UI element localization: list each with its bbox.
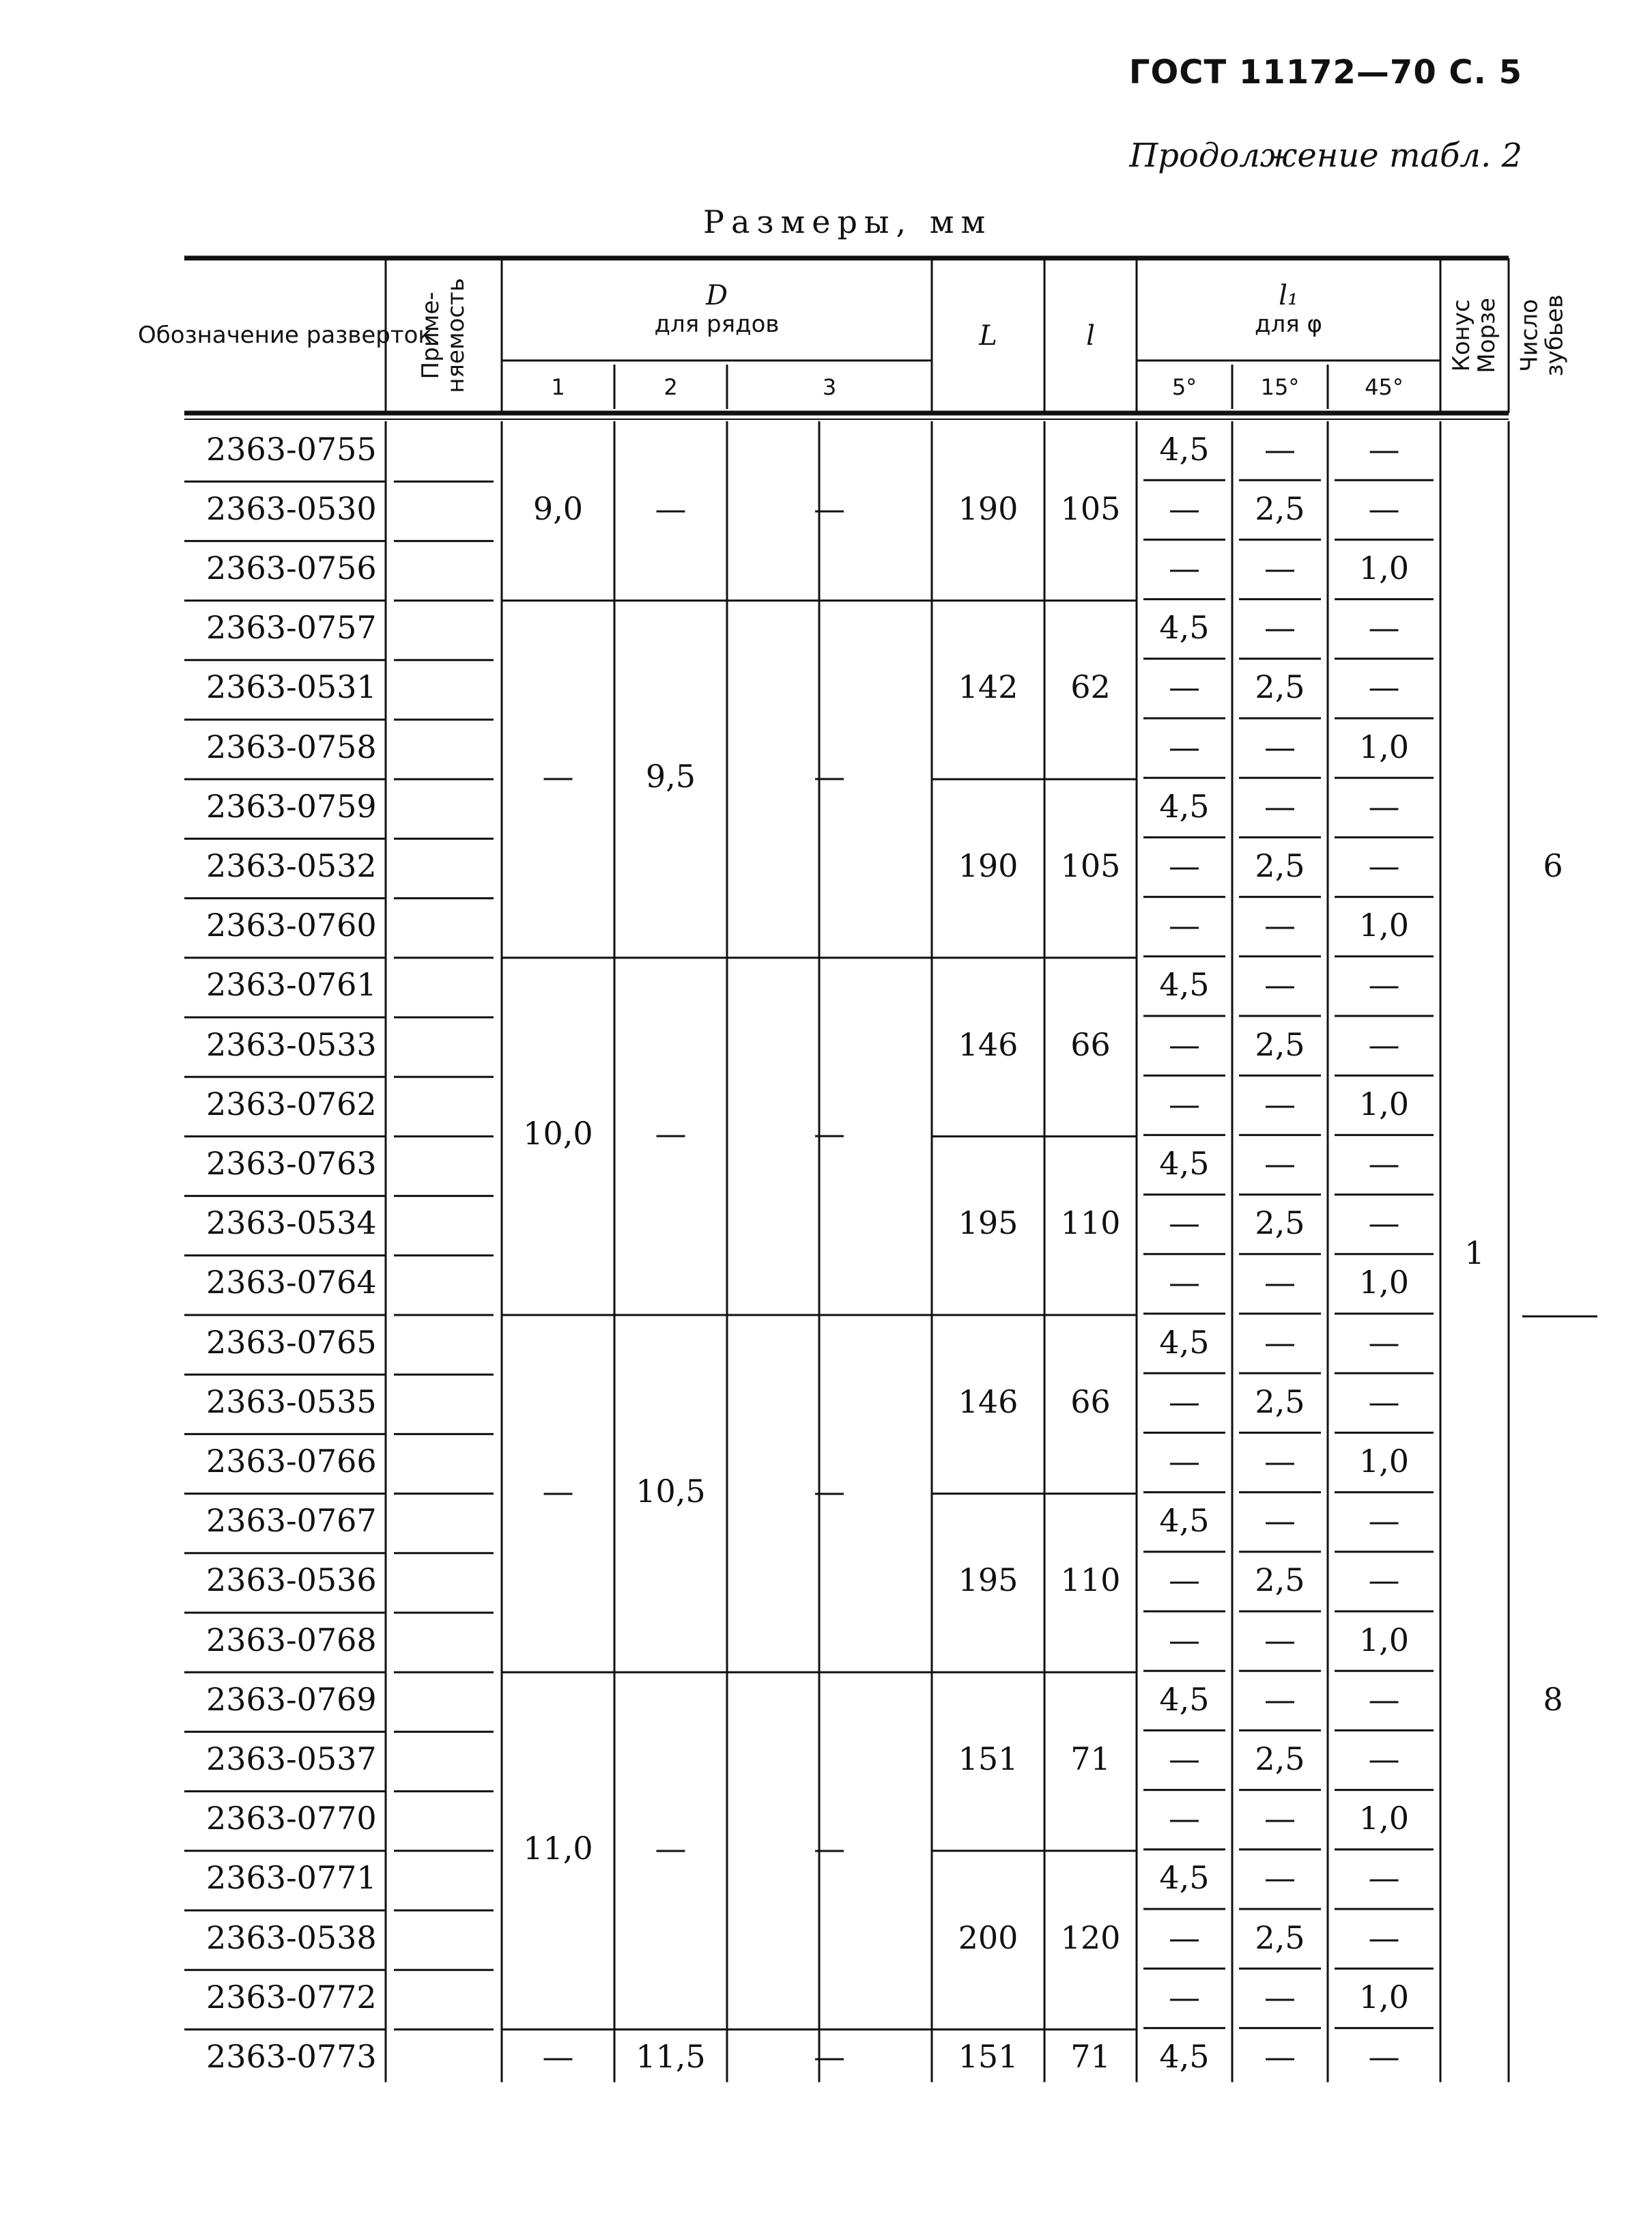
angle-15-cell: —: [1264, 1085, 1296, 1122]
angle-45-cell: —: [1368, 1919, 1400, 1956]
angle-15-cell: 2,5: [1255, 1740, 1305, 1777]
designation-cell: 2363-0532: [206, 847, 377, 884]
angle-5-cell: 4,5: [1159, 1502, 1210, 1540]
angle-15-cell: —: [1264, 1978, 1296, 2016]
designation-cell: 2363-0765: [206, 1323, 377, 1361]
L-cell: 195: [958, 1561, 1019, 1599]
D-row1-cell: 11,0: [523, 1829, 593, 1867]
l-cell: 62: [1070, 668, 1111, 706]
angle-5-cell: 4,5: [1159, 966, 1210, 1004]
angle-15-cell: —: [1264, 1502, 1296, 1540]
angle-5-cell: —: [1169, 1800, 1200, 1837]
angle-45-cell: —: [1368, 609, 1400, 647]
designation-cell: 2363-0756: [206, 549, 377, 586]
angle-15-cell: —: [1264, 1144, 1296, 1182]
angle-45-cell: 1,0: [1358, 1442, 1410, 1480]
header-l1: [1137, 258, 1440, 360]
angle-45-cell: —: [1368, 430, 1400, 468]
angle-15-cell: 2,5: [1255, 668, 1305, 706]
header-l1-symbol: l₁: [1279, 280, 1298, 312]
designation-cell: 2363-0771: [206, 1859, 377, 1897]
l-cell: 105: [1060, 490, 1121, 527]
table-units-caption: Размеры, мм: [703, 203, 993, 240]
angle-5-cell: 4,5: [1159, 1144, 1210, 1182]
angle-45-cell: 1,0: [1358, 1800, 1410, 1837]
designation-cell: 2363-0763: [206, 1144, 377, 1182]
header-designation: Обозначение разверток: [138, 321, 432, 349]
L-cell: 142: [958, 668, 1019, 706]
D-row1-cell: —: [542, 2037, 574, 2075]
D-row1-cell: —: [542, 1472, 574, 1510]
l-cell: 71: [1070, 1740, 1111, 1777]
teeth-count-cell: 8: [1543, 1680, 1563, 1718]
angle-5-cell: —: [1169, 1561, 1200, 1599]
designation-cell: 2363-0757: [206, 609, 377, 647]
angle-15-cell: —: [1264, 1800, 1296, 1837]
header-applicability: Приме- няемость: [416, 278, 470, 393]
angle-45-cell: —: [1368, 847, 1400, 884]
angle-15-cell: —: [1264, 1264, 1296, 1301]
header-D-for-rows: для рядов: [654, 311, 780, 339]
header-L: L: [979, 320, 997, 352]
D-row3-cell: —: [814, 1829, 845, 1867]
angle-5-cell: 4,5: [1159, 1323, 1210, 1361]
D-row3-cell: —: [814, 2037, 845, 2075]
L-cell: 200: [958, 1919, 1019, 1956]
l-cell: 110: [1060, 1204, 1121, 1242]
angle-5-cell: —: [1169, 1204, 1200, 1242]
morse-taper-cell: 1: [1464, 1234, 1485, 1271]
angle-45-cell: —: [1368, 1561, 1400, 1599]
D-row3-cell: —: [814, 1472, 845, 1510]
designation-cell: 2363-0768: [206, 1621, 377, 1658]
angle-5-cell: —: [1169, 1978, 1200, 2016]
angle-5-cell: —: [1169, 490, 1200, 527]
D-row3-cell: —: [814, 490, 845, 527]
l-cell: 66: [1070, 1383, 1111, 1420]
D-row1-cell: 10,0: [523, 1115, 593, 1153]
designation-cell: 2363-0530: [206, 490, 377, 527]
angle-15-cell: —: [1264, 1442, 1296, 1480]
D-row2-cell: —: [655, 1115, 687, 1153]
angle-5-cell: —: [1169, 1383, 1200, 1420]
angle-5-cell: —: [1169, 1740, 1200, 1777]
angle-5-cell: —: [1169, 668, 1200, 706]
angle-45-cell: —: [1368, 1740, 1400, 1777]
angle-15-cell: —: [1264, 907, 1296, 944]
designation-cell: 2363-0536: [206, 1561, 377, 1599]
designation-cell: 2363-0534: [206, 1204, 377, 1242]
D-row2-cell: 9,5: [645, 758, 696, 795]
header-l: l: [1086, 320, 1095, 352]
L-cell: 151: [958, 1740, 1019, 1777]
angle-15-cell: —: [1264, 728, 1296, 765]
angle-45-cell: —: [1368, 1144, 1400, 1182]
angle-45-cell: —: [1368, 966, 1400, 1004]
header-angle: 5°: [1171, 373, 1197, 400]
angle-5-cell: 4,5: [1159, 430, 1210, 468]
angle-45-cell: —: [1368, 1323, 1400, 1361]
angle-15-cell: —: [1264, 1859, 1296, 1897]
L-cell: 151: [958, 2037, 1019, 2075]
designation-cell: 2363-0755: [206, 430, 377, 468]
angle-15-cell: 2,5: [1255, 1026, 1305, 1063]
designation-cell: 2363-0767: [206, 1502, 377, 1540]
header-morse-taper: Конус Морзе: [1447, 298, 1500, 373]
l-cell: 120: [1060, 1919, 1121, 1956]
angle-5-cell: 4,5: [1159, 1859, 1210, 1897]
angle-15-cell: 2,5: [1255, 490, 1305, 527]
designation-cell: 2363-0770: [206, 1800, 377, 1837]
angle-5-cell: —: [1169, 1621, 1200, 1658]
angle-15-cell: 2,5: [1255, 847, 1305, 884]
angle-15-cell: —: [1264, 549, 1296, 586]
angle-45-cell: —: [1368, 1026, 1400, 1063]
angle-45-cell: 1,0: [1358, 549, 1410, 586]
designation-cell: 2363-0537: [206, 1740, 377, 1777]
header-l1-for-phi: для φ: [1255, 311, 1322, 339]
designation-cell: 2363-0533: [206, 1026, 377, 1063]
angle-15-cell: 2,5: [1255, 1204, 1305, 1242]
angle-5-cell: —: [1169, 549, 1200, 586]
angle-45-cell: —: [1368, 2037, 1400, 2075]
angle-5-cell: —: [1169, 1442, 1200, 1480]
D-row1-cell: 9,0: [532, 490, 584, 527]
D-row2-cell: —: [655, 1829, 687, 1867]
header-D-row-2: 2: [664, 373, 678, 400]
angle-45-cell: —: [1368, 787, 1400, 825]
header-D-symbol: D: [705, 280, 728, 312]
angle-15-cell: 2,5: [1255, 1919, 1305, 1956]
D-row2-cell: 10,5: [636, 1472, 706, 1510]
designation-cell: 2363-0761: [206, 966, 377, 1004]
designation-cell: 2363-0766: [206, 1442, 377, 1480]
header-D-row-3: 3: [822, 373, 837, 400]
l-cell: 66: [1070, 1026, 1111, 1063]
angle-45-cell: —: [1368, 1859, 1400, 1897]
designation-cell: 2363-0762: [206, 1085, 377, 1122]
angle-5-cell: —: [1169, 1085, 1200, 1122]
D-row3-cell: —: [814, 758, 845, 795]
angle-45-cell: —: [1368, 1680, 1400, 1718]
angle-15-cell: —: [1264, 2037, 1296, 2075]
designation-cell: 2363-0760: [206, 907, 377, 944]
angle-5-cell: —: [1169, 847, 1200, 884]
angle-45-cell: 1,0: [1358, 1264, 1410, 1301]
designation-cell: 2363-0773: [206, 2037, 377, 2075]
L-cell: 190: [958, 490, 1019, 527]
angle-15-cell: —: [1264, 787, 1296, 825]
angle-15-cell: —: [1264, 1621, 1296, 1658]
designation-cell: 2363-0538: [206, 1919, 377, 1956]
designation-cell: 2363-0772: [206, 1978, 377, 2016]
header-angle: 45°: [1365, 373, 1404, 400]
D-row2-cell: —: [655, 490, 687, 527]
angle-5-cell: 4,5: [1159, 787, 1210, 825]
designation-cell: 2363-0759: [206, 787, 377, 825]
angle-45-cell: 1,0: [1358, 1621, 1410, 1658]
D-row3-cell: —: [814, 1115, 845, 1153]
angle-45-cell: 1,0: [1358, 1085, 1410, 1122]
angle-5-cell: —: [1169, 1919, 1200, 1956]
angle-5-cell: 4,5: [1159, 1680, 1210, 1718]
angle-15-cell: 2,5: [1255, 1383, 1305, 1420]
angle-5-cell: 4,5: [1159, 2037, 1210, 2075]
designation-cell: 2363-0531: [206, 668, 377, 706]
angle-45-cell: 1,0: [1358, 907, 1410, 944]
angle-15-cell: —: [1264, 966, 1296, 1004]
table-continuation-note: Продолжение табл. 2: [1129, 137, 1522, 175]
angle-45-cell: —: [1368, 668, 1400, 706]
L-cell: 195: [958, 1204, 1019, 1242]
angle-5-cell: 4,5: [1159, 609, 1210, 647]
angle-15-cell: 2,5: [1255, 1561, 1305, 1599]
angle-15-cell: —: [1264, 609, 1296, 647]
angle-5-cell: —: [1169, 1026, 1200, 1063]
teeth-count-cell: 6: [1543, 847, 1563, 884]
angle-45-cell: —: [1368, 1502, 1400, 1540]
angle-5-cell: —: [1169, 1264, 1200, 1301]
designation-cell: 2363-0769: [206, 1680, 377, 1718]
angle-15-cell: —: [1264, 430, 1296, 468]
angle-45-cell: 1,0: [1358, 1978, 1410, 2016]
l-cell: 110: [1060, 1561, 1121, 1599]
header-angle: 15°: [1260, 373, 1300, 400]
header-D-row-1: 1: [551, 373, 565, 400]
angle-45-cell: —: [1368, 490, 1400, 527]
angle-45-cell: —: [1368, 1383, 1400, 1420]
L-cell: 146: [958, 1383, 1019, 1420]
angle-45-cell: —: [1368, 1204, 1400, 1242]
angle-5-cell: —: [1169, 728, 1200, 765]
header-teeth-count: Число зубьев: [1515, 294, 1569, 377]
l-cell: 71: [1070, 2037, 1111, 2075]
L-cell: 190: [958, 847, 1019, 884]
L-cell: 146: [958, 1026, 1019, 1063]
angle-45-cell: 1,0: [1358, 728, 1410, 765]
designation-cell: 2363-0535: [206, 1383, 377, 1420]
designation-cell: 2363-0764: [206, 1264, 377, 1301]
l-cell: 105: [1060, 847, 1121, 884]
D-row1-cell: —: [542, 758, 574, 795]
D-row2-cell: 11,5: [636, 2037, 706, 2075]
header-D: [502, 258, 932, 360]
angle-15-cell: —: [1264, 1680, 1296, 1718]
page-header: ГОСТ 11172—70 С. 5: [1128, 53, 1522, 91]
designation-cell: 2363-0758: [206, 728, 377, 765]
angle-5-cell: —: [1169, 907, 1200, 944]
angle-15-cell: —: [1264, 1323, 1296, 1361]
